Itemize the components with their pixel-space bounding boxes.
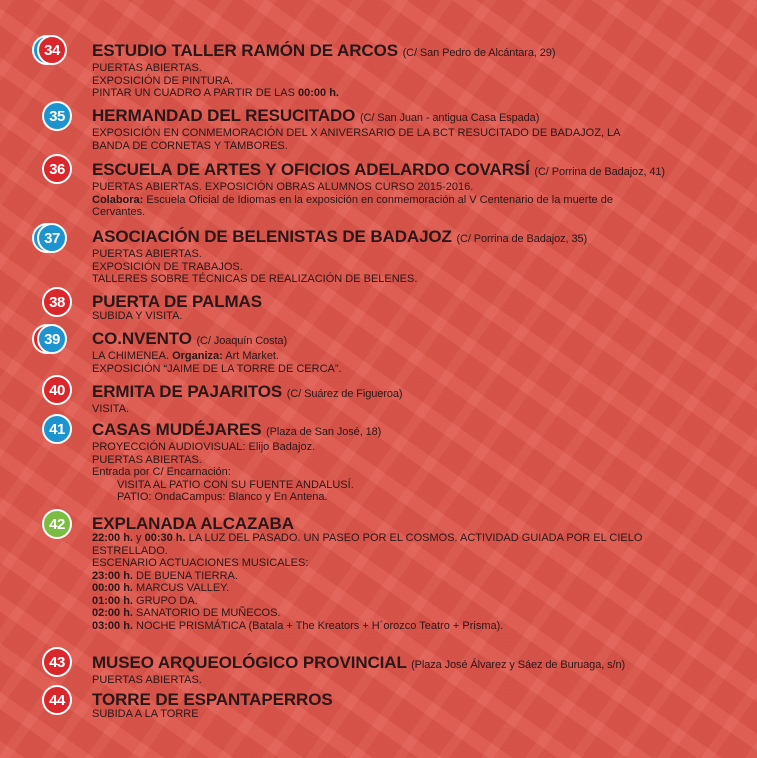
entry-line: EXPOSICIÓN EN CONMEMORACIÓN DEL X ANIVERSARIO DE LA BCT RESUCITADO DE BADAJOZ, LA: [92, 127, 621, 139]
entry-address: (C/ Suárez de Figueroa): [286, 388, 403, 400]
badge-number: 34: [37, 35, 67, 65]
entry-address: (C/ San Pedro de Alcántara, 29): [402, 47, 556, 59]
entry-38: [92, 293, 742, 323]
entry-time: 22:00 h.: [92, 532, 133, 544]
entry-39: [92, 330, 742, 375]
schedule-row: [92, 570, 742, 583]
badge-38: [38, 287, 78, 319]
badge-number: 37: [37, 223, 67, 253]
schedule-time: 02:00 h.: [92, 607, 133, 619]
entry-37: [92, 228, 742, 286]
entry-title-line: [92, 330, 742, 350]
entry-address: (C/ Porrina de Badajoz, 41): [534, 166, 665, 178]
badge-42: [38, 509, 78, 541]
badge-number: 35: [42, 101, 72, 131]
entry-line: PUERTAS ABIERTAS.: [92, 674, 202, 686]
entry-line-text: PINTAR UN CUADRO A PARTIR DE LAS: [92, 87, 298, 99]
entry-line: EXPOSICIÓN DE TRABAJOS.: [92, 260, 243, 273]
entry-title-line: [92, 654, 742, 674]
entry-title: CASAS MUDÉJARES: [92, 420, 262, 439]
entry-line: EXPOSICIÓN DE PINTURA.: [92, 74, 234, 87]
entry-title-line: [92, 228, 742, 248]
schedule-act: NOCHE PRISMÁTICA (Batala + The Kreators + H´orozco Teatro + Prisma).: [132, 619, 504, 632]
badge-number: 44: [42, 685, 72, 715]
entry-line: PUERTAS ABIERTAS.: [92, 248, 202, 260]
entry-line-text: Art Market.: [222, 350, 280, 362]
badge-number: 38: [42, 287, 72, 317]
entry-35: [92, 107, 742, 152]
badge-36: [38, 154, 78, 186]
entry-title: ERMITA DE PAJARITOS: [92, 382, 283, 401]
entry-line: TALLERES SOBRE TÉCNICAS DE REALIZACIÓN DE BELENES.: [92, 273, 418, 285]
entry-line: ESTRELLADO.: [92, 544, 168, 557]
entry-address: (Plaza de San José, 18): [266, 426, 382, 438]
entry-line-indented: PATIO: OndaCampus: Blanco y En Antena.: [117, 491, 328, 503]
badge-44: [38, 685, 78, 717]
schedule-row: [92, 582, 742, 595]
entry-40: [92, 383, 742, 416]
entry-line: Entrada por C/ Encarnación:: [92, 466, 231, 478]
entry-address: (Plaza José Álvarez y Sáez de Buruaga, s/n): [411, 659, 626, 671]
badge-number: 39: [37, 324, 67, 354]
entry-time: 00:00 h.: [298, 87, 339, 99]
badge-43: [38, 647, 78, 679]
entry-title: CO.NVENTO: [92, 329, 192, 348]
entry-title: ASOCIACIÓN DE BELENISTAS DE BADAJOZ: [92, 227, 452, 246]
entry-line: EXPOSICIÓN “JAIME DE LA TORRE DE CERCA”.: [92, 362, 342, 375]
entry-time: 00:30 h.: [144, 532, 186, 544]
entry-line: BANDA DE CORNETAS Y TAMBORES.: [92, 139, 288, 152]
entry-address: (C/ Joaquín Costa): [196, 335, 288, 347]
schedule-time: 00:00 h.: [92, 582, 133, 594]
badge-number: 36: [42, 154, 72, 184]
entry-line: [92, 532, 742, 545]
badge-number: 41: [42, 414, 72, 444]
entry-address: (C/ Porrina de Badajoz, 35): [456, 233, 588, 245]
entry-44: [92, 691, 742, 721]
entry-42: [92, 515, 742, 632]
schedule-header: ESCENARIO ACTUACIONES MUSICALES:: [92, 557, 309, 569]
organiza-label: Organiza:: [172, 350, 223, 362]
entry-title: ESCUELA DE ARTES Y OFICIOS ADELARDO COVARSÍ: [92, 160, 530, 179]
entry-36: [92, 161, 742, 219]
entry-title: MUSEO ARQUEOLÓGICO PROVINCIAL: [92, 653, 407, 672]
entry-line: Cervantes.: [92, 206, 146, 218]
entry-34: [92, 42, 742, 100]
entry-line: [92, 87, 742, 100]
badge-37: [32, 223, 72, 255]
entry-title-line: [92, 42, 742, 62]
badge-41: [38, 414, 78, 446]
badge-39: [32, 324, 72, 356]
entry-line: [92, 194, 742, 207]
entry-title-line: [92, 421, 742, 441]
entry-title-line: [92, 515, 742, 532]
schedule-act: GRUPO DA.: [132, 594, 198, 607]
badge-34: [32, 35, 72, 67]
entry-line-text: LA CHIMENEA.: [92, 350, 173, 362]
entry-title: TORRE DE ESPANTAPERROS: [92, 690, 333, 709]
entry-41: [92, 421, 742, 504]
schedule-act: MARCUS VALLEY.: [132, 582, 230, 594]
schedule-row: [92, 607, 742, 620]
schedule-time: 23:00 h.: [92, 569, 133, 582]
entry-title-line: [92, 691, 742, 708]
badge-number: 43: [42, 647, 72, 677]
schedule-time: 01:00 h.: [92, 594, 133, 607]
entry-title: EXPLANADA ALCAZABA: [92, 514, 294, 533]
badge-number: 42: [42, 509, 72, 539]
entry-line-indented: VISITA AL PATIO CON SU FUENTE ANDALUSÍ.: [117, 478, 354, 491]
entry-line: PUERTAS ABIERTAS.: [92, 62, 202, 74]
schedule-time: 03:00 h.: [92, 619, 133, 632]
entry-line: PUERTAS ABIERTAS. EXPOSICIÓN OBRAS ALUMNOS CURSO 2015-2016.: [92, 181, 474, 193]
schedule-row: [92, 595, 742, 608]
badge-number: 40: [42, 375, 72, 405]
schedule-act: SANATORIO DE MUÑECOS.: [132, 607, 281, 619]
schedule-row: [92, 620, 742, 633]
entry-43: [92, 654, 742, 687]
entry-title: HERMANDAD DEL RESUCITADO: [92, 106, 356, 125]
colabora-text: Escuela Oficial de Idiomas en la exposición en conmemoración al V Centenario de la muerte de: [143, 193, 613, 206]
entry-line: VISITA.: [92, 403, 130, 415]
entry-line-text: LA LUZ DEL PASADO. UN PASEO POR EL COSMOS. ACTIVIDAD GUIADA POR EL CIELO: [185, 532, 643, 544]
entry-title-line: [92, 293, 742, 310]
entry-line: SUBIDA Y VISITA.: [92, 310, 183, 322]
badge-35: [38, 101, 78, 133]
entry-line: [92, 350, 742, 363]
entry-line: SUBIDA A LA TORRE: [92, 708, 199, 720]
entry-title-line: [92, 107, 742, 127]
badge-40: [38, 375, 78, 407]
entry-title: PUERTA DE PALMAS: [92, 292, 262, 311]
entry-title: ESTUDIO TALLER RAMÓN DE ARCOS: [92, 41, 398, 60]
colabora-label: Colabora:: [92, 193, 144, 206]
entry-line-text: y: [132, 532, 145, 544]
entry-title-line: [92, 383, 742, 403]
entry-line: PROYECCIÓN AUDIOVISUAL: Elijo Badajoz.: [92, 441, 316, 453]
entry-line: PUERTAS ABIERTAS.: [92, 453, 202, 466]
schedule-act: DE BUENA TIERRA.: [132, 569, 238, 582]
entry-address: (C/ San Juan - antigua Casa Espada): [359, 112, 540, 124]
entry-title-line: [92, 161, 742, 181]
